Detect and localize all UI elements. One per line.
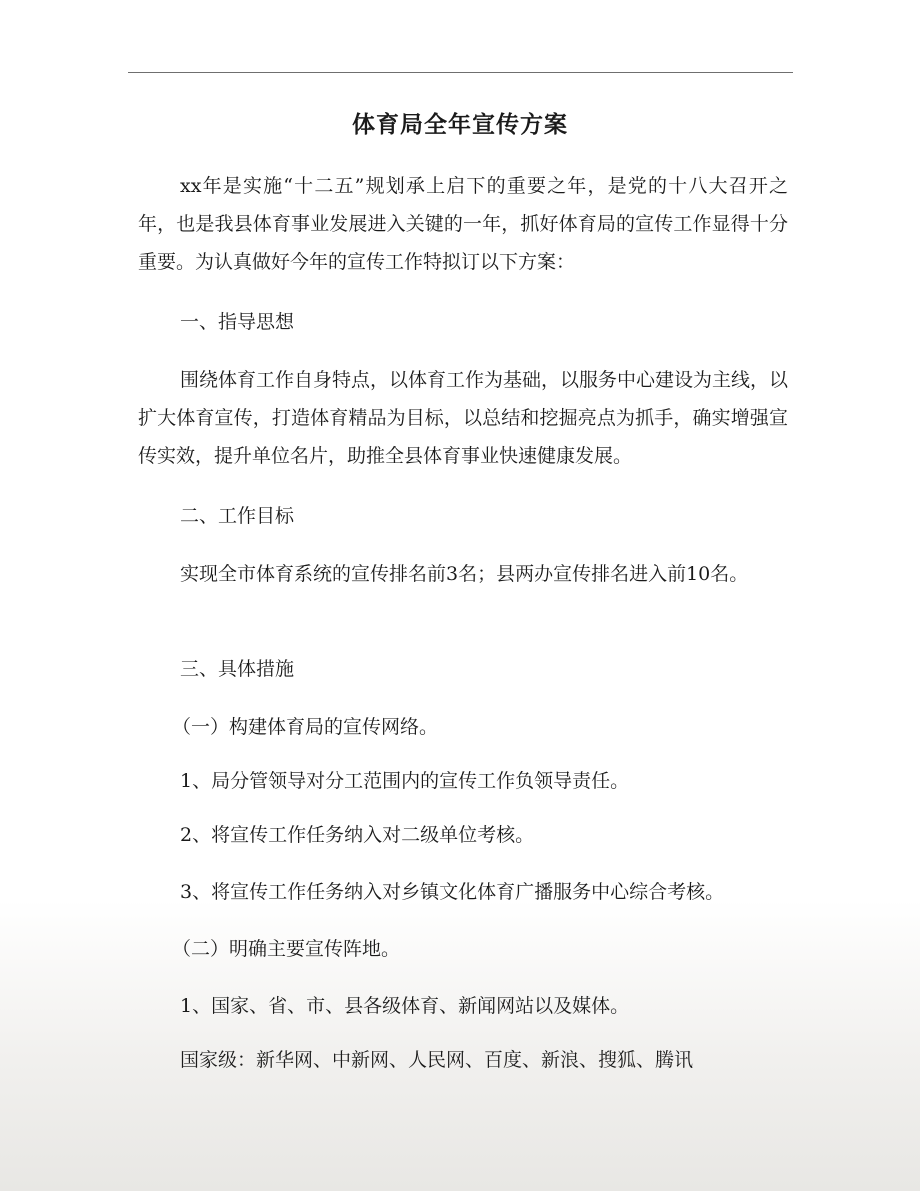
section1-heading: 一、指导思想	[180, 311, 295, 333]
document-title: 体育局全年宣传方案	[352, 111, 568, 138]
measure1-item: 3、将宣传工作任务纳入对乡镇文化体育广播服务中心综合考核。	[180, 881, 725, 903]
measure1-heading: （一）构建体育局的宣传网络。	[172, 716, 439, 738]
measure2-heading: （二）明确主要宣传阵地。	[172, 938, 401, 960]
measure1-item: 1、局分管领导对分工范围内的宣传工作负领导责任。	[180, 770, 630, 792]
section3-heading: 三、具体措施	[180, 658, 295, 680]
measure2-item: 国家级：新华网、中新网、人民网、百度、新浪、搜狐、腾讯	[180, 1049, 694, 1071]
measure1-item: 2、将宣传工作任务纳入对二级单位考核。	[180, 824, 535, 846]
intro-paragraph: xx年是实施“十二五”规划承上启下的重要之年，是党的十八大召开之年，也是我县体育事业发展进入关键的一年，抓好体育局的宣传工作显得十分重要。为认真做好今年的宣传工作特拟订以下方案：	[138, 175, 788, 273]
section2-body: 实现全市体育系统的宣传排名前3名；县两办宣传排名进入前10名。	[180, 563, 749, 585]
section2-heading: 二、工作目标	[180, 505, 295, 527]
header-rule	[128, 72, 793, 73]
section1-body: 围绕体育工作自身特点，以体育工作为基础，以服务中心建设为主线，以扩大体育宣传，打造体育精品为目标，以总结和挖掘亮点为抓手，确实增强宣传实效，提升单位名片，助推全县体育事业快速健康发展。	[138, 369, 789, 467]
measure2-item: 1、国家、省、市、县各级体育、新闻网站以及媒体。	[180, 995, 630, 1017]
